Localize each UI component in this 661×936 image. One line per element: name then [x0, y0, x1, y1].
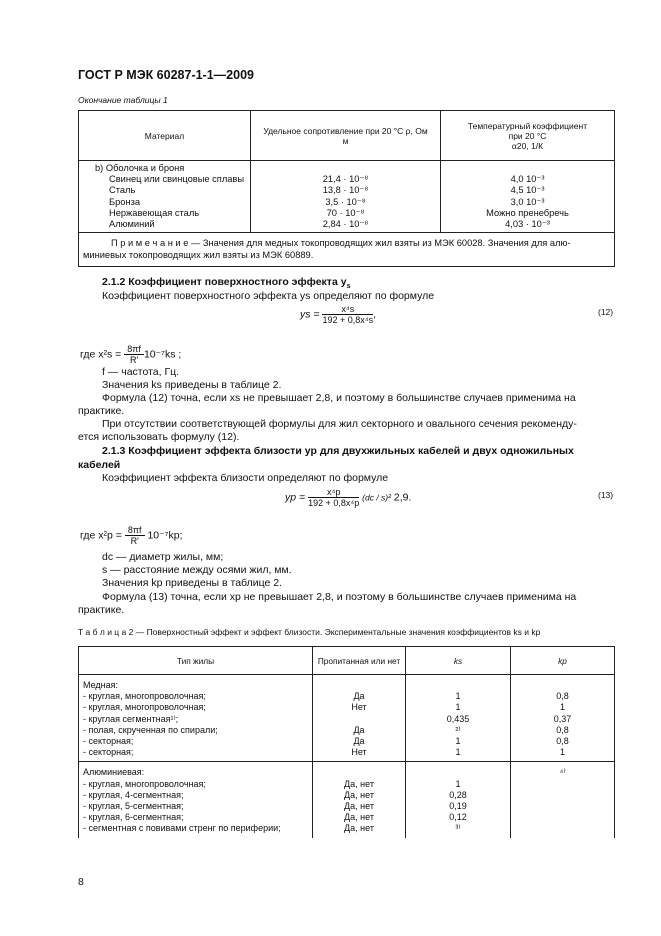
table1-header-rho: Удельное сопротивление при 20 °С ρ, Ом м [251, 111, 441, 161]
table2-impregnated-cell: Да [353, 691, 365, 702]
s212-intro: Коэффициент поверхностного эффекта ys определяют по формуле [102, 290, 435, 302]
table2-type-cell: - сегментная с повивами стренг по периферии; [83, 823, 281, 834]
table1-note: П р и м е ч а н и е — Значения для медных токопроводящих жил взяты из МЭК 60028. Значения для алю-миниевых токопроводящих жил взяты из МЭК 60889. [79, 233, 615, 267]
table1-rho-cell: 3,5 · 10⁻⁸ [325, 196, 366, 207]
formula-12-number: (12) [598, 307, 614, 317]
table1-material-cell: Свинец или свинцовые сплавы [109, 174, 245, 185]
table2-kp-cell: 0,8 [556, 691, 569, 702]
table1-header-material: Материал [79, 111, 251, 161]
table2-type-cell: - секторная; [83, 747, 134, 758]
formula-13: yp = $\frac{\text{x⁴p}}{\text{192 + 0,8x⁴p}}$ (dc / s)² 2,9. [285, 487, 412, 508]
table2-header-type: Тип жилы [79, 647, 313, 675]
table2-ks-cell: 0,19 [449, 801, 467, 812]
table2-impregnated-cell: Да, нет [344, 778, 374, 789]
table2-ks-cell: 1 [455, 778, 461, 789]
table2-kp-cell: 1 [559, 747, 565, 758]
section-2-1-3-heading: 2.1.3 Коэффициент эффекта близости yp для двухжильных кабелей и двух одножильных [102, 445, 574, 457]
s212-where: где x²s = $\frac{8\pi f}{R'}$ 10⁻⁷ks ; [80, 344, 182, 365]
table2-header-impregnated: Пропитанная или нет [313, 647, 406, 675]
table1-rho-cell: 70 · 10⁻⁸ [326, 207, 365, 218]
table2-footnote-ref: ⁴⁾ [559, 767, 566, 778]
formula-12: ys = $\frac{\text{x⁴s}}{\text{192 + 0,8x⁴s}}$ , [300, 304, 377, 325]
table2-ks-cell: 1 [455, 736, 461, 747]
document-header: ГОСТ Р МЭК 60287-1-1—2009 [78, 68, 254, 82]
table2-impregnated-cell: Нет [351, 747, 367, 758]
table1-rho-cell: 21,4 · 10⁻⁸ [322, 174, 369, 185]
table2-kp-cell [515, 812, 610, 823]
table2 [78, 646, 615, 838]
table2-kp-cell [515, 790, 610, 801]
table1-material-cell: Сталь [109, 185, 136, 196]
table2-type-cell: - круглая, 5-сегментная; [83, 801, 184, 812]
table2-ks-cell: 0,435 [446, 713, 470, 724]
s212-f-def: f — частота, Гц. [102, 366, 180, 378]
section-2-1-2-heading: 2.1.2 Коэффициент поверхностного эффекта $y_s$ [102, 276, 351, 291]
table2-ks-cell: 1 [455, 702, 461, 713]
s213-para1: Формула (13) точна, если xp не превышает 2,8, и поэтому в большинстве случаев применима на [102, 591, 577, 603]
table1-alpha-cell: 4,0 10⁻³ [510, 174, 545, 185]
table1-material-cell: Алюминий [109, 219, 155, 230]
table2-kp-cell: 0,8 [556, 724, 569, 735]
table2-kp-cell: 0,8 [556, 736, 569, 747]
table2-impregnated-cell: Да [353, 724, 365, 735]
table2-ks-cell: ²⁾ [455, 724, 461, 735]
table2-ks-cell: 1 [455, 747, 461, 758]
s212-ks-ref: Значения ks приведены в таблице 2. [102, 379, 282, 391]
table2-type-cell: - круглая, многопроволочная; [83, 702, 206, 713]
table2-kp-cell: 1 [559, 702, 565, 713]
table2-impregnated-cell [317, 714, 401, 725]
table1-header-alpha: Температурный коэффициент при 20 °С [467, 120, 588, 141]
s213-kp-ref: Значения kp приведены в таблице 2. [102, 577, 282, 589]
table2-header-kp: kp [511, 647, 615, 675]
table2-impregnated-cell: Да, нет [344, 812, 374, 823]
table1-alpha-cell: 4,5 10⁻³ [510, 185, 545, 196]
table2-kp-cell [515, 801, 610, 812]
table1-rho-cell: 13,8 · 10⁻⁸ [322, 185, 369, 196]
table1-alpha-cell: Можно пренебречь [486, 207, 569, 218]
table2-ks-cell: 1 [455, 691, 461, 702]
s212-para1-cont: практике. [78, 405, 125, 417]
table2-impregnated-cell: Да [353, 736, 365, 747]
table1-caption: Окончание таблицы 1 [78, 95, 168, 105]
table1-header-alpha-unit: α20, 1/К [511, 140, 544, 151]
section-2-1-3-heading-cont: кабелей [78, 459, 121, 471]
table2-kp-cell: 0,37 [553, 713, 572, 724]
s213-s-def: s — расстояние между осями жил, мм. [102, 564, 292, 576]
table2-group-row [79, 675, 615, 762]
table1-rho-cell: 2,84 · 10⁻⁸ [322, 219, 369, 230]
table2-kp-cell [515, 779, 610, 790]
table2-type-cell: - круглая, многопроволочная; [83, 691, 206, 702]
table2-impregnated-cell: Нет [351, 702, 367, 713]
table1-group: b) Оболочка и броня [95, 163, 185, 173]
table2-type-cell: - круглая сегментная¹⁾; [83, 713, 179, 724]
table2-type-cell: - круглая, 6-сегментная; [83, 812, 184, 823]
table1-alpha-cell: 4,03 · 10⁻³ [505, 219, 550, 230]
table2-group-row [79, 762, 615, 838]
table2-caption: Т а б л и ц а 2 — Поверхностный эффект и эффект близости. Экспериментальные значения коэффициентов ks и kp [78, 627, 541, 637]
s213-para1-cont: практике. [78, 604, 125, 616]
page-number: 8 [78, 876, 84, 888]
table2-impregnated-cell: Да, нет [344, 801, 374, 812]
table2-type-cell: - круглая, многопроволочная; [83, 778, 206, 789]
s213-intro: Коэффициент эффекта близости определяют по формуле [102, 472, 389, 484]
table2-type-cell: - круглая, 4-сегментная; [83, 789, 184, 800]
table1-material-cell: Нержавеющая сталь [109, 207, 200, 218]
s213-where: где x²p = $\frac{8\pi f}{R'}$ 10⁻⁷kp; [80, 525, 183, 546]
table1 [78, 110, 615, 267]
table1-alpha-cell: 3,0 10⁻³ [510, 196, 545, 207]
table2-header-ks: ks [406, 647, 511, 675]
table2-group-title: Медная: [83, 680, 119, 690]
s212-para2: При отсутствии соответствующей формулы для жил секторного и овального сечения рекоменду- [102, 418, 577, 430]
table2-ks-cell: 0,28 [449, 789, 467, 800]
table2-group-title: Алюминиевая: [83, 767, 145, 778]
s212-para1: Формула (12) точна, если xs не превышает 2,8, и поэтому в большинстве случаев применима на [102, 392, 576, 404]
table1-material-cell: Бронза [109, 196, 141, 207]
table2-kp-cell [515, 823, 610, 834]
table2-type-cell: - полая, скрученная по спирали; [83, 724, 218, 735]
table2-ks-cell: ³⁾ [455, 823, 461, 834]
table2-type-cell: - секторная; [83, 736, 134, 747]
s212-para2-cont: ется использовать формулу (12). [78, 431, 240, 443]
table2-impregnated-cell: Да, нет [344, 823, 374, 834]
table2-ks-cell: 0,12 [449, 812, 467, 823]
s213-dc-def: dc — диаметр жилы, мм; [102, 551, 224, 563]
formula-13-number: (13) [598, 490, 614, 500]
table2-impregnated-cell: Да, нет [344, 789, 374, 800]
